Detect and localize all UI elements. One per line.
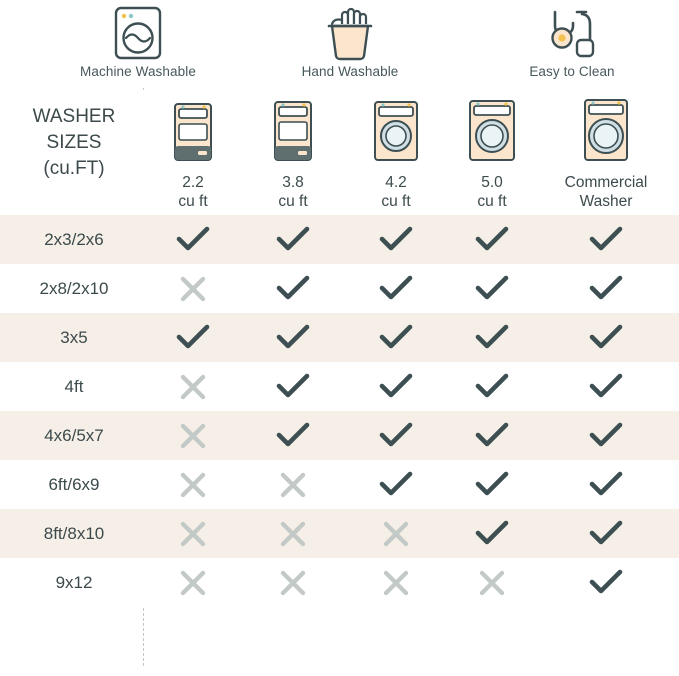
column-label-washer-commercial: Commercial Washer	[564, 174, 648, 210]
washer-sizes-title-line3: (cu.FT)	[43, 158, 105, 179]
header-cell-hand-washable	[270, 4, 430, 79]
cell-check	[366, 313, 426, 362]
cell-check	[163, 215, 223, 264]
column-header-washer-4-2	[350, 92, 442, 211]
cell-check	[462, 215, 522, 264]
table-row	[0, 558, 679, 607]
cell-cross	[163, 558, 223, 607]
cell-check	[576, 264, 636, 313]
cell-check	[263, 411, 323, 460]
column-header-washer-5-0	[446, 92, 538, 211]
row-label: 3x5	[60, 327, 88, 347]
row-label: 4x6/5x7	[44, 425, 104, 445]
washer-sizes-header	[0, 90, 679, 215]
column-label-washer-3-8: 3.8 cu ft	[278, 174, 308, 210]
commercial-washer-icon	[540, 92, 672, 170]
front-load-washer-icon	[350, 92, 442, 170]
column-header-washer-2-2	[148, 92, 238, 211]
cell-cross	[163, 509, 223, 558]
row-label: 2x3/2x6	[44, 229, 104, 249]
header-cell-easy-to-clean	[492, 4, 652, 79]
cell-check	[263, 313, 323, 362]
cell-check	[263, 362, 323, 411]
cell-cross	[163, 460, 223, 509]
cell-check	[462, 509, 522, 558]
cell-cross	[366, 509, 426, 558]
cell-check	[263, 215, 323, 264]
feature-header-row	[0, 0, 679, 90]
cell-check	[576, 509, 636, 558]
table-row	[0, 509, 679, 558]
cell-check	[366, 215, 426, 264]
top-load-washer-icon	[248, 92, 338, 170]
cell-check	[576, 313, 636, 362]
table-row	[0, 411, 679, 460]
cell-check	[576, 411, 636, 460]
header-cell-machine-washable	[58, 4, 218, 79]
comparison-table-body	[0, 215, 679, 607]
washer-sizes-title-line2: SIZES	[46, 132, 102, 153]
column-header-washer-3-8	[248, 92, 338, 211]
top-load-washer-icon	[148, 92, 238, 170]
row-label: 8ft/8x10	[43, 523, 105, 543]
cell-check	[462, 460, 522, 509]
table-row	[0, 215, 679, 264]
cell-cross	[462, 558, 522, 607]
cell-check	[263, 264, 323, 313]
header-label-machine-washable: Machine Washable	[80, 64, 196, 79]
cell-check	[366, 362, 426, 411]
cell-cross	[163, 264, 223, 313]
cell-check	[462, 264, 522, 313]
cell-check	[462, 313, 522, 362]
cell-check	[366, 411, 426, 460]
cell-check	[366, 264, 426, 313]
cell-check	[462, 362, 522, 411]
cell-check	[462, 411, 522, 460]
cell-check	[163, 313, 223, 362]
cell-cross	[263, 509, 323, 558]
easy-to-clean-icon	[492, 4, 652, 62]
table-row	[0, 362, 679, 411]
washer-sizes-title	[8, 104, 140, 182]
cell-cross	[163, 411, 223, 460]
row-label: 2x8/2x10	[39, 278, 109, 298]
column-header-washer-commercial	[540, 92, 672, 211]
cell-cross	[366, 558, 426, 607]
header-label-hand-washable: Hand Washable	[301, 64, 399, 79]
table-row	[0, 313, 679, 362]
cell-check	[576, 558, 636, 607]
column-label-washer-4-2: 4.2 cu ft	[381, 174, 411, 210]
table-row	[0, 264, 679, 313]
machine-washable-icon	[58, 4, 218, 62]
row-label: 4ft	[64, 376, 84, 396]
cell-cross	[163, 362, 223, 411]
cell-cross	[263, 558, 323, 607]
cell-check	[576, 362, 636, 411]
cell-check	[366, 460, 426, 509]
header-label-easy-to-clean: Easy to Clean	[529, 64, 615, 79]
cell-cross	[263, 460, 323, 509]
table-row	[0, 460, 679, 509]
column-label-washer-5-0: 5.0 cu ft	[477, 174, 507, 210]
row-label: 6ft/6x9	[48, 474, 100, 494]
row-label: 9x12	[55, 572, 93, 592]
cell-check	[576, 215, 636, 264]
front-load-washer-icon	[446, 92, 538, 170]
hand-washable-icon	[270, 4, 430, 62]
washer-sizes-title-line1: WASHER	[32, 106, 116, 127]
column-label-washer-2-2: 2.2 cu ft	[178, 174, 208, 210]
cell-check	[576, 460, 636, 509]
